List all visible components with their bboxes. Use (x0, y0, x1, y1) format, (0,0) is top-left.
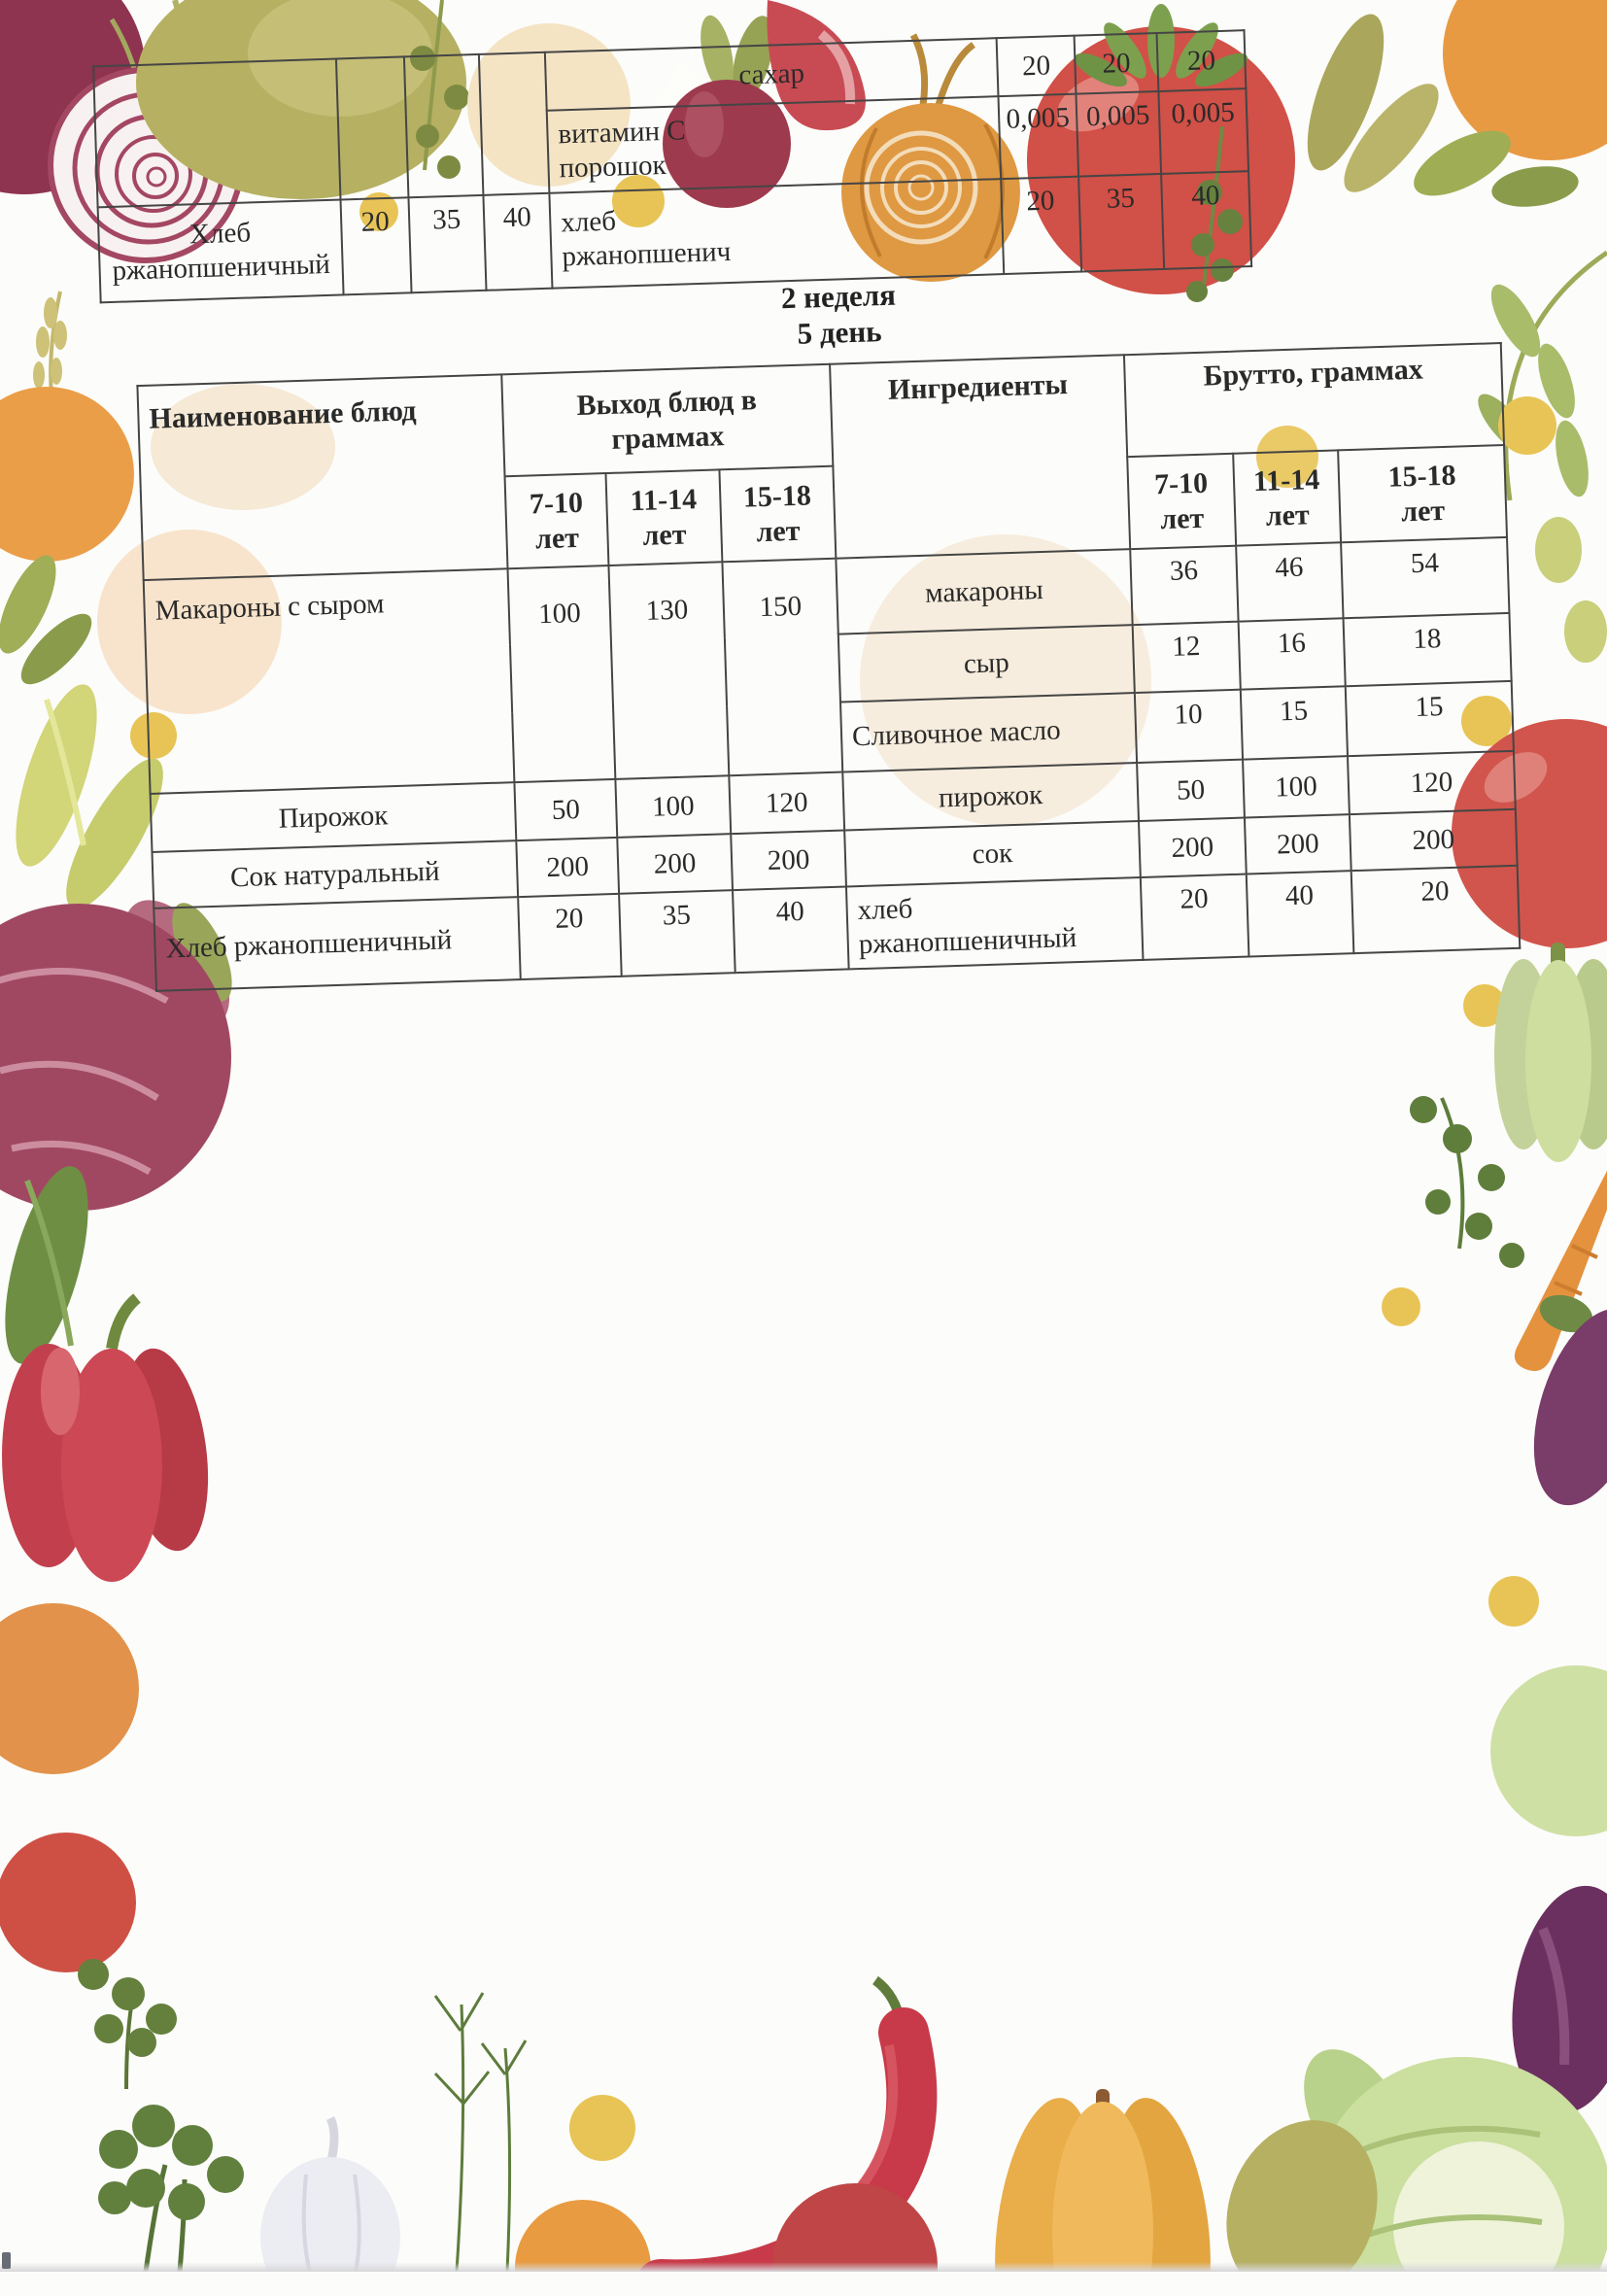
value-cell: 20 (1157, 30, 1247, 91)
value-cell: 200 (1350, 809, 1518, 871)
value-cell: 20 (518, 894, 622, 979)
age-header: 7-10 лет (505, 473, 609, 568)
value-cell: 20 (1141, 874, 1249, 960)
empty-cell (479, 52, 550, 195)
value-cell: 130 (608, 562, 729, 779)
day-heading: 5 день (797, 314, 883, 351)
value-cell: 0,005 (998, 94, 1078, 179)
value-cell: 40 (733, 886, 849, 973)
value-cell: 0,005 (1076, 91, 1161, 177)
value-cell: 200 (516, 838, 619, 897)
ingredient-cell: сыр (838, 625, 1135, 702)
value-cell: 20 (1001, 177, 1081, 274)
dish-cell: Хлеб ржанопшеничный (154, 897, 520, 991)
value-cell: 50 (1137, 760, 1245, 821)
value-cell: 20 (1351, 866, 1521, 953)
value-cell: 100 (615, 775, 731, 838)
value-cell: 40 (1161, 171, 1251, 269)
value-cell: 20 (341, 197, 412, 294)
empty-cell (404, 54, 484, 197)
value-cell: 36 (1130, 546, 1238, 625)
ingredient-cell: хлеб ржанопшеничный (846, 877, 1144, 969)
week-heading: 2 неделя (780, 277, 897, 316)
column-header-dish: Наименование блюд (137, 374, 507, 580)
ingredient-cell: хлеб ржанопшенич (549, 179, 1004, 289)
value-cell: 20 (1075, 33, 1159, 94)
age-header: 11-14 лет (605, 469, 722, 565)
value-cell: 46 (1236, 542, 1343, 621)
age-header: 7-10 лет (1127, 454, 1236, 549)
dish-cell: Макароны с сыром (144, 568, 515, 794)
ingredient-cell: сахар (545, 38, 999, 111)
value-cell: 200 (731, 831, 846, 891)
value-cell: 150 (722, 559, 842, 776)
age-header: 11-14 лет (1233, 450, 1341, 545)
value-cell: 120 (729, 772, 844, 835)
age-header: 15-18 лет (719, 466, 836, 563)
value-cell: 35 (619, 890, 735, 977)
value-cell: 200 (1245, 814, 1351, 874)
value-cell: 100 (1243, 756, 1350, 817)
value-cell: 15 (1241, 686, 1348, 759)
age-header: 15-18 лет (1338, 445, 1507, 542)
value-cell: 12 (1133, 622, 1241, 693)
ingredient-cell: макароны (836, 549, 1132, 634)
value-cell: 20 (997, 36, 1077, 96)
value-cell: 18 (1344, 613, 1512, 686)
value-cell: 16 (1239, 618, 1346, 689)
value-cell: 35 (408, 195, 486, 292)
ingredient-cell: сок (844, 821, 1141, 886)
scanner-corner-mark (2, 2252, 11, 2269)
column-header-output: Выход блюд в граммах (501, 364, 833, 477)
value-cell: 40 (483, 193, 552, 291)
column-header-ingredients: Ингредиенты (830, 355, 1130, 558)
ingredient-cell: пирожок (842, 763, 1139, 830)
empty-dish-cell (93, 59, 340, 208)
value-cell: 40 (1247, 871, 1354, 956)
empty-cell (336, 56, 409, 199)
scanner-edge-shadow (0, 2262, 1607, 2272)
value-cell: 15 (1346, 681, 1514, 756)
value-cell: 200 (1139, 818, 1247, 877)
menu-table-day5 (136, 342, 1521, 992)
value-cell: 0,005 (1158, 88, 1248, 174)
ingredient-cell: витамин С порошок (547, 96, 1001, 193)
column-header-brutto: Брутто, граммах (1124, 343, 1504, 457)
value-cell: 120 (1348, 751, 1516, 814)
value-cell: 10 (1135, 690, 1243, 763)
dish-cell: Сок натуральный (152, 840, 518, 908)
dish-cell: Хлеб ржанопшеничный (98, 199, 344, 302)
value-cell: 100 (508, 565, 616, 782)
value-cell: 200 (617, 834, 733, 894)
ingredient-cell: Сливочное масло (840, 693, 1137, 771)
value-cell: 50 (514, 779, 617, 840)
dish-cell: Пирожок (151, 782, 517, 852)
value-cell: 54 (1341, 537, 1509, 618)
menu-table-day4-partial (92, 29, 1252, 303)
value-cell: 35 (1078, 174, 1164, 272)
